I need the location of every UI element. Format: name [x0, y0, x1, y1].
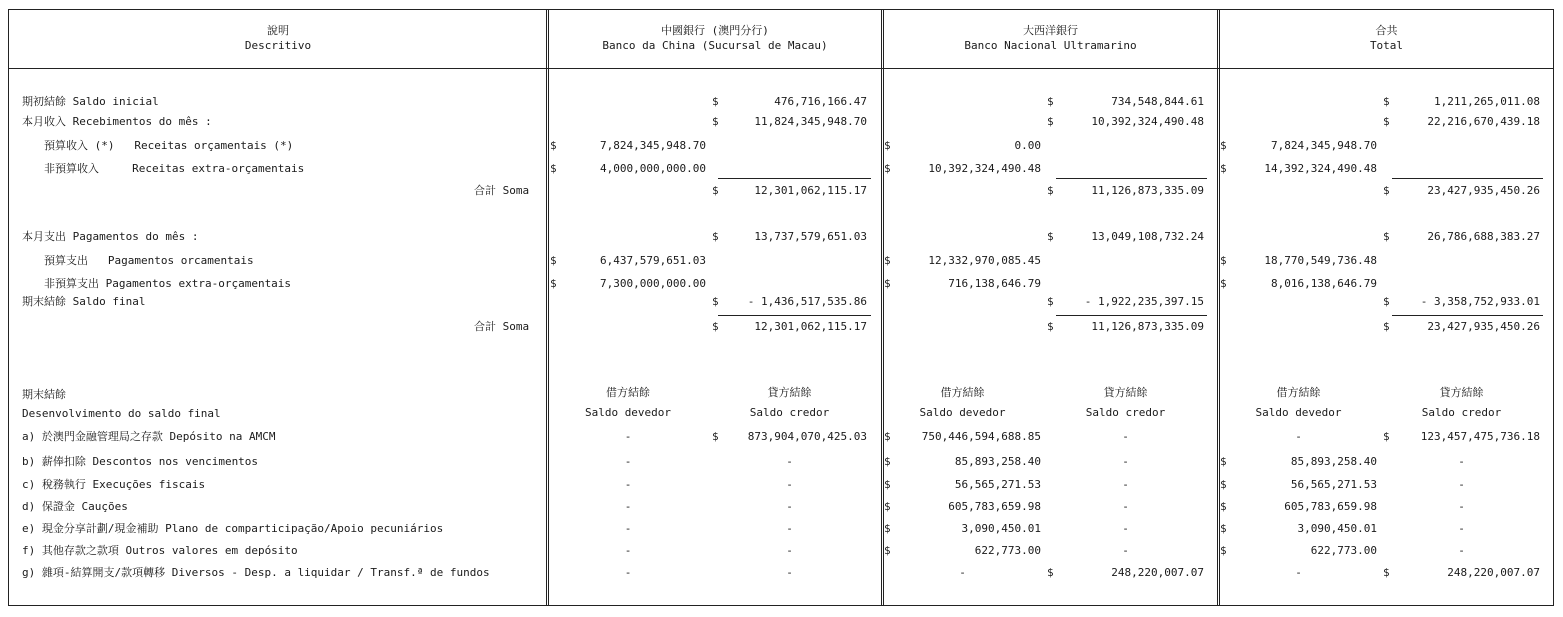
currency-symbol: $: [884, 430, 891, 443]
header-description-zh: 說明: [267, 24, 289, 37]
empty-dash: -: [1458, 478, 1465, 491]
amount-cell: 7,824,345,948.70: [1271, 139, 1377, 152]
header-separator: [8, 68, 1554, 69]
currency-symbol: $: [1383, 95, 1390, 108]
currency-symbol: $: [550, 139, 557, 152]
column-divider: [881, 9, 882, 606]
currency-symbol: $: [1383, 115, 1390, 128]
currency-symbol: $: [884, 500, 891, 513]
amount-cell: 11,824,345,948.70: [754, 115, 867, 128]
currency-symbol: $: [550, 277, 557, 290]
currency-symbol: $: [1047, 230, 1054, 243]
sum-underline: [718, 315, 871, 316]
currency-symbol: $: [1220, 254, 1227, 267]
amount-cell: 56,565,271.53: [1290, 478, 1377, 491]
debit-header-pt: Saldo devedor: [1255, 406, 1342, 419]
currency-symbol: $: [1220, 522, 1227, 535]
currency-symbol: $: [1220, 455, 1227, 468]
credit-header-pt: Saldo credor: [1421, 406, 1502, 419]
header-description-pt: Descritivo: [244, 39, 312, 52]
credit-header-pt: Saldo credor: [1085, 406, 1166, 419]
currency-symbol: $: [712, 430, 719, 443]
section-title-pt: Desenvolvimento do saldo final: [22, 407, 221, 420]
row-label: e) 現金分享計劃/現金補助 Plano de comparticipação/Apoio pecuniários: [22, 522, 444, 535]
amount-cell: 3,090,450.01: [1297, 522, 1377, 535]
credit-header-pt: Saldo credor: [749, 406, 830, 419]
empty-dash: -: [786, 455, 793, 468]
amount-cell: 6,437,579,651.03: [600, 254, 706, 267]
amount-cell: 23,427,935,450.26: [1427, 320, 1540, 333]
debit-header-pt: Saldo devedor: [919, 406, 1006, 419]
amount-cell: 10,392,324,490.48: [928, 162, 1041, 175]
empty-dash: -: [1122, 522, 1129, 535]
empty-dash: -: [624, 522, 632, 535]
currency-symbol: $: [1220, 139, 1227, 152]
currency-symbol: $: [1047, 115, 1054, 128]
credit-header-zh: 貸方結餘: [1439, 386, 1484, 399]
empty-dash: -: [786, 544, 793, 557]
empty-dash: -: [786, 522, 793, 535]
amount-cell: 12,301,062,115.17: [754, 320, 867, 333]
row-label: 期初結餘 Saldo inicial: [22, 95, 159, 108]
row-label: d) 保證金 Cauções: [22, 500, 128, 513]
empty-dash: -: [1122, 500, 1129, 513]
currency-symbol: $: [1220, 500, 1227, 513]
header-column-zh: 合共: [1375, 24, 1398, 37]
empty-dash: -: [624, 455, 632, 468]
currency-symbol: $: [712, 320, 719, 333]
amount-cell: 7,300,000,000.00: [600, 277, 706, 290]
debit-header-zh: 借方結餘: [606, 386, 650, 399]
empty-dash: -: [1458, 522, 1465, 535]
empty-dash: -: [624, 566, 632, 579]
amount-cell: 1,211,265,011.08: [1434, 95, 1540, 108]
debit-header-zh: 借方結餘: [940, 386, 985, 399]
empty-dash: -: [1122, 544, 1129, 557]
amount-cell: 7,824,345,948.70: [600, 139, 706, 152]
currency-symbol: $: [1047, 566, 1054, 579]
currency-symbol: $: [884, 277, 891, 290]
amount-cell: 11,126,873,335.09: [1091, 320, 1204, 333]
amount-cell: 734,548,844.61: [1111, 95, 1204, 108]
amount-cell: 622,773.00: [974, 544, 1041, 557]
currency-symbol: $: [884, 455, 891, 468]
row-label: c) 稅務執行 Execuções fiscais: [22, 478, 206, 491]
currency-symbol: $: [712, 95, 719, 108]
currency-symbol: $: [884, 254, 891, 267]
amount-cell: 18,770,549,736.48: [1264, 254, 1377, 267]
currency-symbol: $: [1383, 184, 1390, 197]
row-label: 非預算支出 Pagamentos extra-orçamentais: [44, 277, 292, 290]
row-label: 預算支出 Pagamentos orcamentais: [44, 254, 254, 267]
row-label: 合計 Soma: [474, 320, 530, 333]
empty-dash: -: [624, 430, 632, 443]
currency-symbol: $: [1220, 162, 1227, 175]
header-column-pt: Banco da China (Sucursal de Macau): [602, 39, 828, 52]
empty-dash: -: [1458, 544, 1465, 557]
empty-dash: -: [1458, 500, 1465, 513]
empty-dash: -: [624, 478, 632, 491]
amount-cell: 22,216,670,439.18: [1427, 115, 1540, 128]
table-border-bottom: [8, 605, 1554, 606]
header-column-zh: 中國銀行 (澳門分行): [661, 24, 769, 37]
currency-symbol: $: [1220, 478, 1227, 491]
currency-symbol: $: [884, 544, 891, 557]
currency-symbol: $: [1047, 95, 1054, 108]
column-divider: [1217, 9, 1218, 606]
sum-underline: [1392, 178, 1543, 179]
debit-header-pt: Saldo devedor: [584, 406, 672, 419]
row-label: 本月收入 Recebimentos do mês :: [22, 115, 212, 128]
currency-symbol: $: [884, 522, 891, 535]
empty-dash: -: [959, 566, 966, 579]
amount-cell: 85,893,258.40: [954, 455, 1041, 468]
currency-symbol: $: [1047, 184, 1054, 197]
amount-cell: 23,427,935,450.26: [1427, 184, 1540, 197]
empty-dash: -: [624, 500, 632, 513]
row-label: 非預算收入 Receitas extra-orçamentais: [44, 162, 305, 175]
currency-symbol: $: [712, 115, 719, 128]
amount-cell: 13,049,108,732.24: [1091, 230, 1204, 243]
currency-symbol: $: [1047, 295, 1054, 308]
currency-symbol: $: [1383, 430, 1390, 443]
debit-header-zh: 借方結餘: [1276, 386, 1321, 399]
amount-cell: 12,301,062,115.17: [754, 184, 867, 197]
currency-symbol: $: [1383, 295, 1390, 308]
row-label: 期末結餘 Saldo final: [22, 295, 146, 308]
amount-cell: 873,904,070,425.03: [747, 430, 867, 443]
table-border-left: [8, 9, 9, 606]
amount-cell: 605,783,659.98: [948, 500, 1041, 513]
currency-symbol: $: [884, 162, 891, 175]
empty-dash: -: [1122, 430, 1129, 443]
empty-dash: -: [1458, 455, 1465, 468]
amount-cell: - 3,358,752,933.01: [1420, 295, 1540, 308]
amount-cell: - 1,922,235,397.15: [1084, 295, 1204, 308]
column-divider: [883, 9, 884, 606]
empty-dash: -: [786, 500, 793, 513]
amount-cell: 605,783,659.98: [1284, 500, 1377, 513]
amount-cell: 14,392,324,490.48: [1264, 162, 1377, 175]
column-divider: [546, 9, 547, 606]
amount-cell: 716,138,646.79: [948, 277, 1041, 290]
currency-symbol: $: [884, 139, 891, 152]
empty-dash: -: [1295, 566, 1302, 579]
amount-cell: 3,090,450.01: [961, 522, 1041, 535]
empty-dash: -: [1122, 478, 1129, 491]
header-column-zh: 大西洋銀行: [1023, 24, 1078, 37]
currency-symbol: $: [1383, 320, 1390, 333]
row-label: 本月支出 Pagamentos do mês :: [22, 230, 199, 243]
currency-symbol: $: [1220, 544, 1227, 557]
sum-underline: [718, 178, 871, 179]
table-border-top: [8, 9, 1554, 10]
currency-symbol: $: [1383, 230, 1390, 243]
amount-cell: 622,773.00: [1310, 544, 1377, 557]
credit-header-zh: 貸方結餘: [1103, 386, 1148, 399]
header-column-pt: Total: [1369, 39, 1404, 52]
amount-cell: 12,332,970,085.45: [928, 254, 1041, 267]
row-label: b) 薪俸扣除 Descontos nos vencimentos: [22, 455, 259, 468]
empty-dash: -: [1295, 430, 1302, 443]
amount-cell: 476,716,166.47: [774, 95, 867, 108]
amount-cell: 10,392,324,490.48: [1091, 115, 1204, 128]
row-label: 預算收入 (*) Receitas orçamentais (*): [44, 139, 294, 152]
sum-underline: [1056, 178, 1207, 179]
table-border-right: [1553, 9, 1554, 606]
currency-symbol: $: [1383, 566, 1390, 579]
header-column-pt: Banco Nacional Ultramarino: [964, 39, 1137, 52]
column-divider: [548, 9, 549, 606]
empty-dash: -: [1122, 455, 1129, 468]
currency-symbol: $: [1220, 277, 1227, 290]
currency-symbol: $: [712, 230, 719, 243]
amount-cell: 750,446,594,688.85: [921, 430, 1041, 443]
amount-cell: 13,737,579,651.03: [754, 230, 867, 243]
amount-cell: 123,457,475,736.18: [1420, 430, 1540, 443]
empty-dash: -: [786, 566, 793, 579]
currency-symbol: $: [712, 184, 719, 197]
amount-cell: - 1,436,517,535.86: [747, 295, 867, 308]
row-label: f) 其他存款之款項 Outros valores em depósito: [22, 544, 298, 557]
amount-cell: 8,016,138,646.79: [1271, 277, 1377, 290]
currency-symbol: $: [712, 295, 719, 308]
amount-cell: 248,220,007.07: [1111, 566, 1204, 579]
amount-cell: 0.00: [1014, 139, 1041, 152]
sum-underline: [1392, 315, 1543, 316]
amount-cell: 11,126,873,335.09: [1091, 184, 1204, 197]
empty-dash: -: [624, 544, 632, 557]
column-divider: [1219, 9, 1220, 606]
amount-cell: 26,786,688,383.27: [1427, 230, 1540, 243]
credit-header-zh: 貸方結餘: [767, 386, 812, 399]
empty-dash: -: [786, 478, 793, 491]
row-label: a) 於澳門金融管理局之存款 Depósito na AMCM: [22, 430, 276, 443]
amount-cell: 4,000,000,000.00: [600, 162, 706, 175]
row-label: 合計 Soma: [474, 184, 530, 197]
amount-cell: 85,893,258.40: [1290, 455, 1377, 468]
amount-cell: 56,565,271.53: [954, 478, 1041, 491]
currency-symbol: $: [550, 162, 557, 175]
currency-symbol: $: [1047, 320, 1054, 333]
amount-cell: 248,220,007.07: [1447, 566, 1540, 579]
sum-underline: [1056, 315, 1207, 316]
currency-symbol: $: [884, 478, 891, 491]
currency-symbol: $: [550, 254, 557, 267]
row-label: g) 雜項-結算開支/款項轉移 Diversos - Desp. a liquidar / Transf.ª de fundos: [22, 566, 490, 579]
section-title-zh: 期末結餘: [22, 388, 66, 401]
